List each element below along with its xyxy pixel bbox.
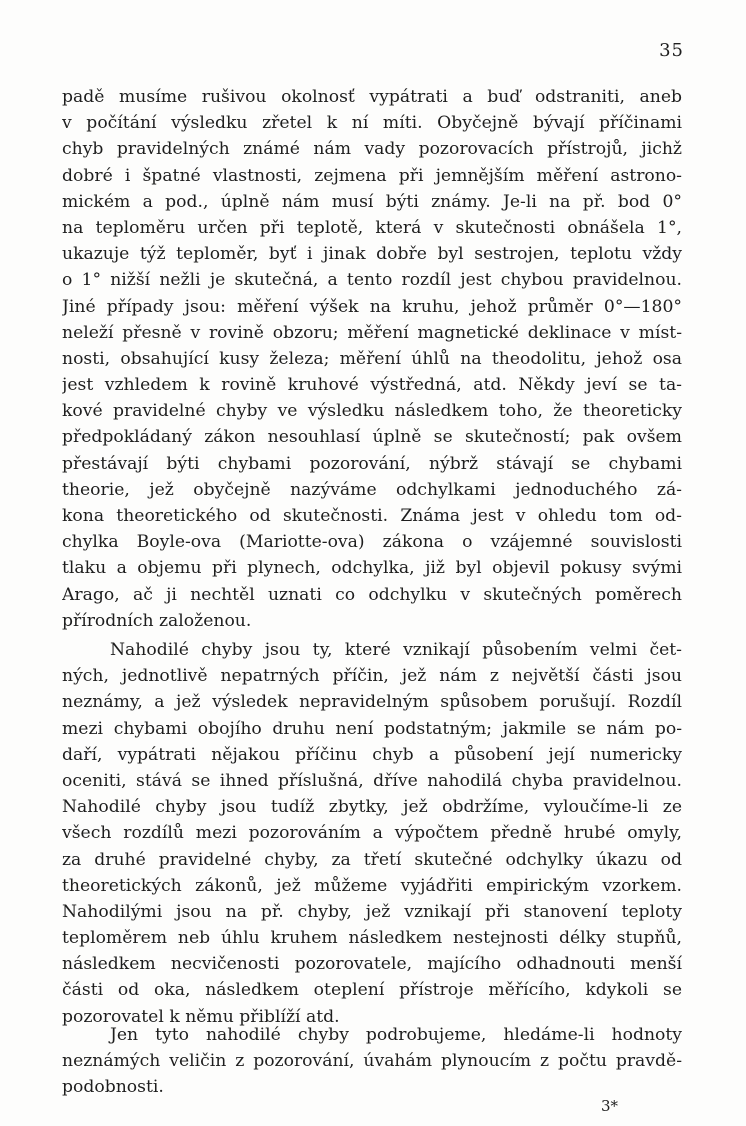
text-line: ných, jednotlivě nepatrných příčin, jež nám z největší části jsou <box>62 666 682 687</box>
text-line: na teploměru určen při teplotě, která v skutečnosti obnášela 1°, <box>62 217 682 238</box>
text-line: Jen tyto nahodilé chyby podrobujeme, hledáme-li hodnoty <box>110 1025 682 1045</box>
text-line: dobré i špatné vlastnosti, zejmena při jemnějším měření astrono- <box>62 165 682 186</box>
text-line: neznámy, a jež výsledek nepravidelným spůsobem porušují. Rozdíl <box>62 692 682 713</box>
text-line: všech rozdílů mezi pozorováním a výpočtem předně hrubé omyly, <box>62 823 682 844</box>
text-line: padě musíme rušivou okolnosť vypátrati a buď odstraniti, aneb <box>62 87 682 107</box>
text-line: podobnosti. <box>62 1077 164 1098</box>
text-line: neleží přesně v rovině obzoru; měření magnetické deklinace v míst- <box>62 322 682 343</box>
text-line: tlaku a objemu při plynech, odchylka, již byl objevil pokusy svými <box>62 558 682 579</box>
text-line: v počítání výsledku zřetel k ní míti. Obyčejně bývají příčinami <box>62 113 682 134</box>
text-line: kové pravidelné chyby ve výsledku následkem toho, že theoreticky <box>62 401 682 422</box>
paragraph-3 <box>62 1022 682 1101</box>
printer-signature: 3* <box>600 1097 618 1115</box>
text-line: následkem necvičenosti pozorovatele, majícího odhadnouti menší <box>62 954 682 975</box>
text-line: přírodních založenou. <box>62 610 252 631</box>
text-line: theoretických zákonů, jež můžeme vyjádřiti empirickým vzorkem. <box>62 875 682 896</box>
text-line: nosti, obsahující kusy železa; měření úhlů na theodolitu, jehož osa <box>62 348 682 369</box>
text-line: Nahodilé chyby jsou ty, které vznikají působením velmi čet- <box>110 640 682 660</box>
text-line: části od oka, následkem oteplení přístroje měřícího, kdykoli se <box>62 980 682 1001</box>
text-line: mezi chybami obojího druhu není podstatným; jakmile se nám po- <box>62 718 682 739</box>
text-line: za druhé pravidelné chyby, za třetí skutečné odchylky úkazu od <box>62 849 682 870</box>
text-line: neznámých veličin z pozorování, úvahám plynoucím z počtu pravdě- <box>62 1051 682 1072</box>
text-line: Nahodilými jsou na př. chyby, jež vznikají při stanovení teploty <box>62 901 682 922</box>
text-line: Arago, ač ji nechtěl uznati co odchylku v skutečných poměrech <box>62 584 682 605</box>
text-line: oceniti, stává se ihned příslušná, dříve nahodilá chyba pravidelnou. <box>62 770 682 791</box>
text-line: o 1° nižší nežli je skutečná, a tento rozdíl jest chybou pravidelnou. <box>62 270 682 291</box>
text-line: teploměrem neb úhlu kruhem následkem nestejnosti délky stupňů, <box>62 928 682 949</box>
page-number: 35 <box>659 40 684 61</box>
text-line: daří, vypátrati nějakou příčinu chyb a působení její numericky <box>62 744 682 765</box>
paragraph-2 <box>62 637 682 1030</box>
text-line: jest vzhledem k rovině kruhové výstředná, atd. Někdy jeví se ta- <box>62 375 682 396</box>
text-line: pozorovatel k němu přiblíží atd. <box>62 1006 340 1027</box>
text-line: Jiné případy jsou: měření výšek na kruhu, jehož průměr 0°—180° <box>62 296 682 317</box>
text-line: ukazuje týž teploměr, byť i jinak dobře byl sestrojen, teplotu vždy <box>62 244 682 265</box>
text-line: Nahodilé chyby jsou tudíž zbytky, jež obdržíme, vyloučíme-li ze <box>62 797 682 818</box>
text-line: chyb pravidelných známé nám vady pozorovacích přístrojů, jichž <box>62 139 682 160</box>
text-line: přestávají býti chybami pozorování, nýbrž stávají se chybami <box>62 453 682 474</box>
text-line: kona theoretického od skutečnosti. Známa jest v ohledu tom od- <box>62 506 682 526</box>
text-line: předpokládaný zákon nesouhlasí úplně se skutečností; pak ovšem <box>62 427 682 448</box>
text-line: chylka Boyle-ova (Mariotte-ova) zákona o vzájemné souvislosti <box>62 532 682 553</box>
text-line: mickém a pod., úplně nám musí býti známy. Je-li na př. bod 0° <box>62 191 682 212</box>
paragraph-1 <box>62 84 682 634</box>
text-line: theorie, jež obyčejně nazýváme odchylkami jednoduchého zá- <box>62 479 682 500</box>
